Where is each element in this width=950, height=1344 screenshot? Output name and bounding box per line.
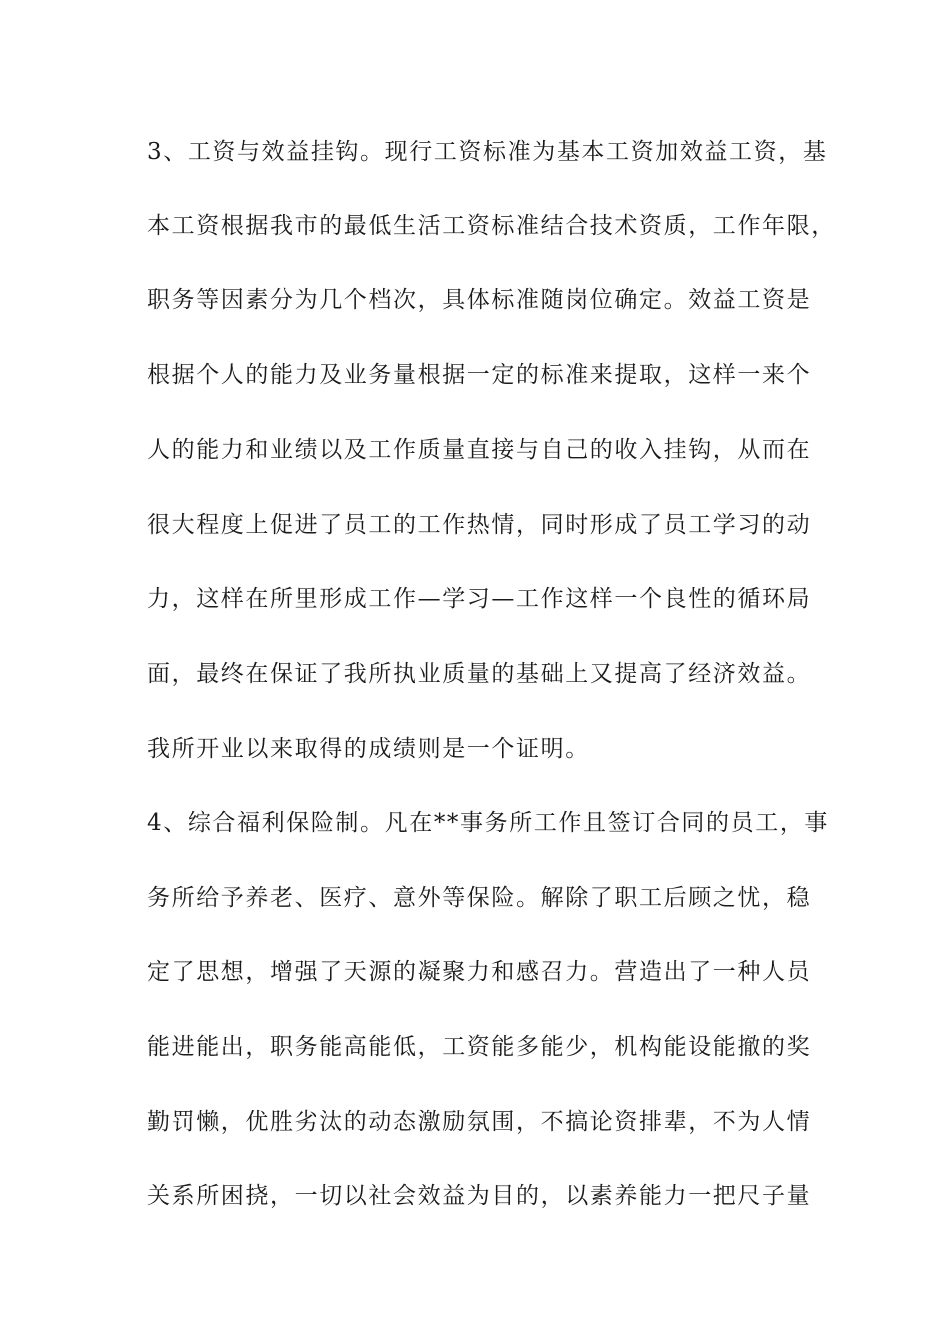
- text-line: 定了思想，增强了天源的凝聚力和感召力。营造出了一种人员: [147, 959, 812, 985]
- text-line: 关系所困挠，一切以社会效益为目的，以素养能力一把尺子量: [147, 1183, 812, 1209]
- text-line: 3、工资与效益挂钩。现行工资标准为基本工资加效益工资，基: [147, 139, 828, 165]
- text-line: 本工资根据我市的最低生活工资标准结合技术资质，工作年限，: [147, 213, 836, 239]
- text-line: 根据个人的能力及业务量根据一定的标准来提取，这样一来个: [147, 362, 812, 388]
- text-line: 面，最终在保证了我所执业质量的基础上又提高了经济效益。: [147, 661, 812, 687]
- text-line: 人的能力和业绩以及工作质量直接与自己的收入挂钩，从而在: [147, 437, 812, 463]
- text-line: 务所给予养老、医疗、意外等保险。解除了职工后顾之忧，稳: [147, 885, 812, 911]
- text-line: 4、综合福利保险制。凡在**事务所工作且签订合同的员工，事: [147, 810, 830, 836]
- text-line: 职务等因素分为几个档次，具体标准随岗位确定。效益工资是: [147, 287, 812, 313]
- text-line: 我所开业以来取得的成绩则是一个证明。: [147, 736, 590, 762]
- text-line: 能进能出，职务能高能低，工资能多能少，机构能设能撤的奖: [147, 1034, 812, 1060]
- text-line: 很大程度上促进了员工的工作热情，同时形成了员工学习的动: [147, 512, 812, 538]
- text-line: 力，这样在所里形成工作—学习—工作这样一个良性的循环局: [147, 586, 812, 612]
- text-line: 勤罚懒，优胜劣汰的动态激励氛围，不搞论资排辈，不为人情: [147, 1109, 812, 1135]
